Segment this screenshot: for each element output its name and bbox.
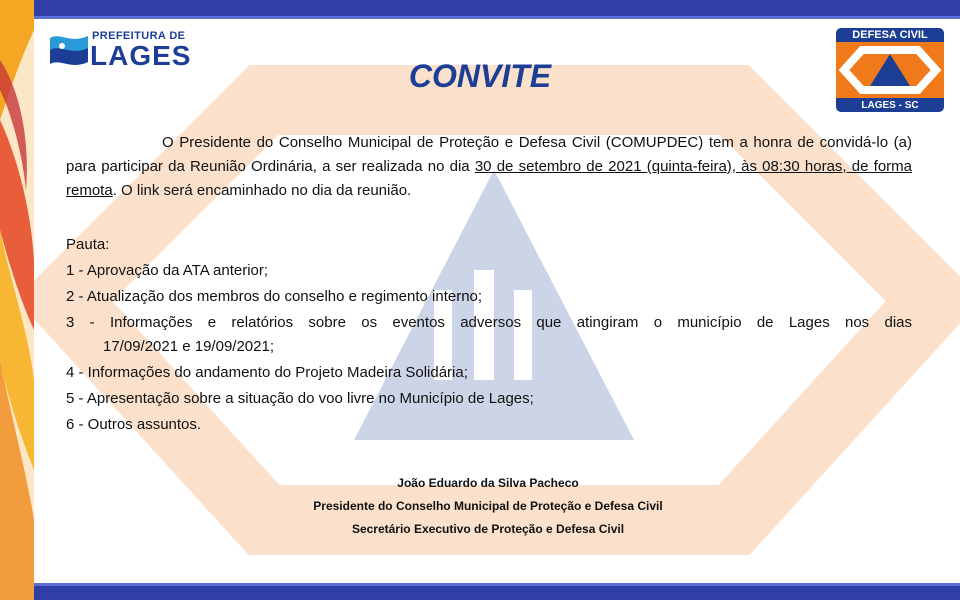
agenda (66, 233, 912, 439)
invitation-paragraph (66, 131, 912, 203)
logo-left-top-text: PREFEITURA DE (92, 30, 186, 42)
logo-right-bottom-text: LAGES - SC (861, 100, 919, 111)
agenda-item: 3 - Informações e relatórios sobre os eventos adversos que atingiram o município de Lages nos dias (66, 314, 912, 331)
logo-left-main-text: LAGES (90, 40, 192, 71)
signature-role: Secretário Executivo de Proteção e Defesa Civil (351, 522, 625, 536)
agenda-item-continuation: 17/09/2021 e 19/09/2021; (103, 338, 274, 355)
top-bar (34, 0, 960, 19)
agenda-item: 1 - Aprovação da ATA anterior; (66, 262, 269, 279)
logo-right-top-text: DEFESA CIVIL (852, 29, 928, 41)
bottom-bar (34, 583, 960, 600)
agenda-item: 2 - Atualização dos membros do conselho e regimento interno; (66, 288, 483, 305)
intro-text: O Presidente do Conselho Municipal de Proteção e Defesa Civil (COMUPDEC) tem a honra de convidá-lo (a) para participar da Reunião Ordinária, a ser realizada no dia (66, 134, 912, 175)
agenda-heading: Pauta: (66, 236, 110, 253)
signature-name: João Eduardo da Silva Pacheco (397, 476, 579, 490)
agenda-item: 4 - Informações do andamento do Projeto Madeira Solidária; (66, 364, 468, 381)
agenda-item: 5 - Apresentação sobre a situação do voo livre no Município de Lages; (66, 390, 534, 407)
page-title: CONVITE (408, 58, 552, 94)
agenda-item: 6 - Outros assuntos. (66, 416, 202, 433)
meeting-date: 30 de setembro de 2021 (quinta-feira), às 08:30 horas, de forma remota (66, 158, 913, 199)
signature-role: Presidente do Conselho Municipal de Proteção e Defesa Civil (313, 499, 663, 513)
intro-text-end: . O link será encaminhado no dia da reunião. (112, 182, 412, 199)
signature-block (0, 472, 960, 541)
